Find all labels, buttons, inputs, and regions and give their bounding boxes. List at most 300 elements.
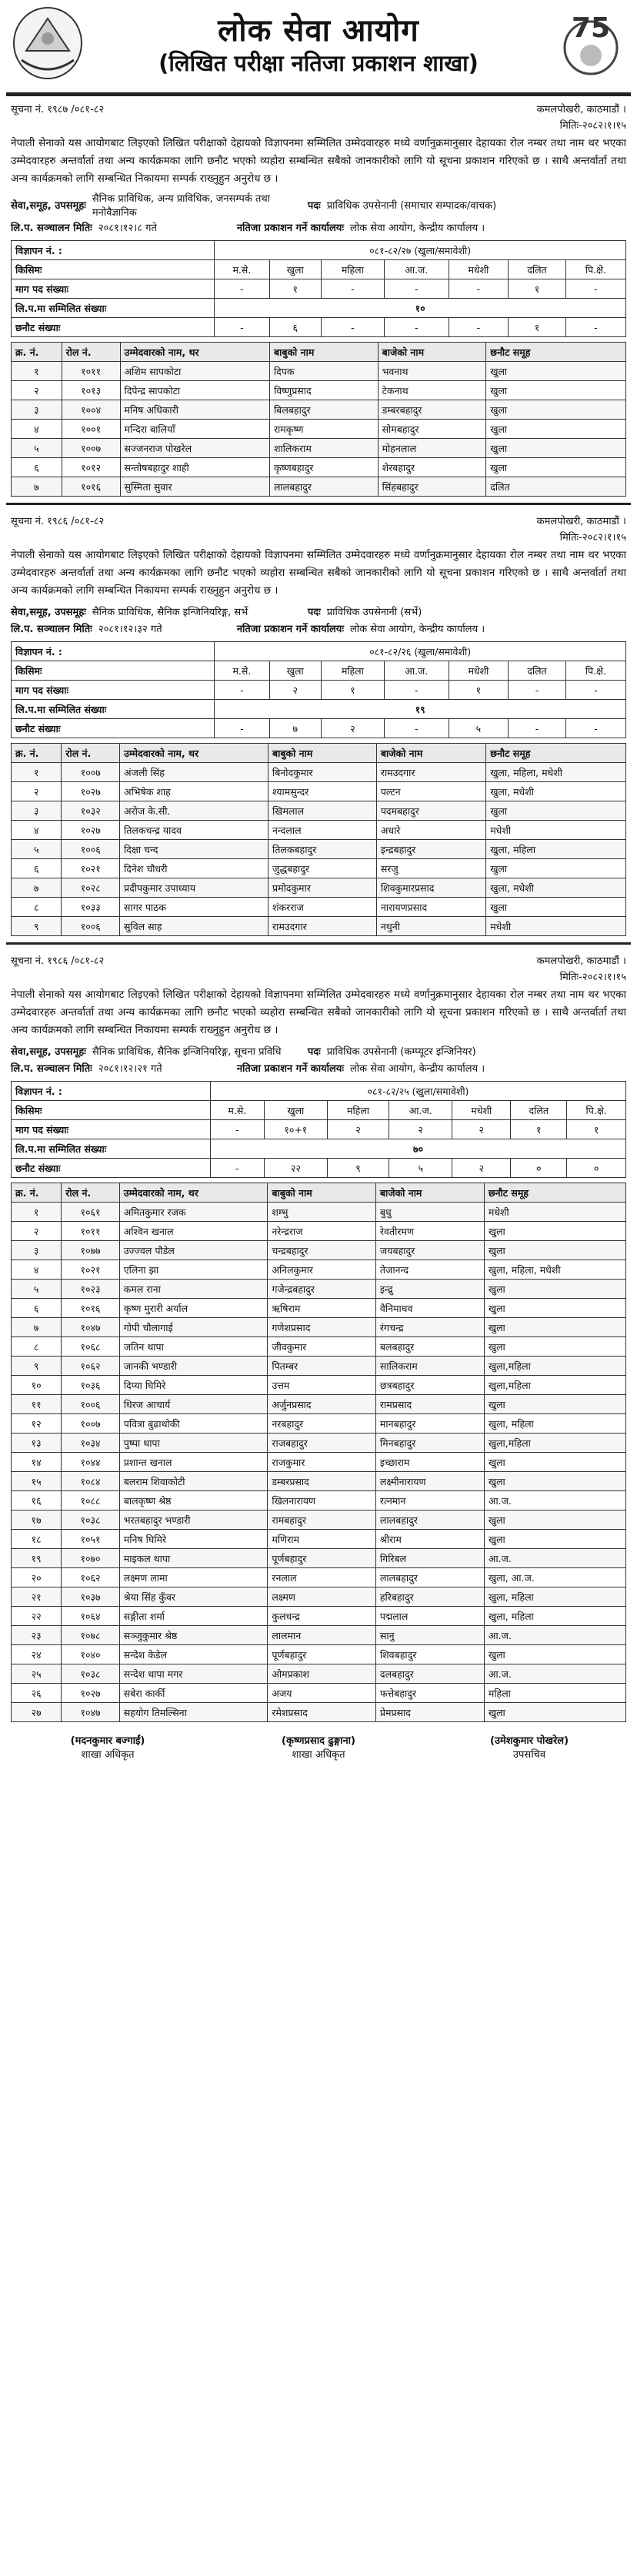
seats-cell: - <box>565 681 625 700</box>
notice-date: मितिः-२०८२।१।१५ <box>559 120 626 132</box>
vacancy-seats-row <box>12 681 626 700</box>
table-cell: कृष्ण मुरारी अर्याल <box>119 1299 268 1318</box>
table-cell: रामउदगार <box>268 917 376 936</box>
vacancy-table <box>11 1081 626 1178</box>
table-cell: १०६२ <box>62 1568 119 1587</box>
table-cell: १९ <box>12 1549 62 1568</box>
table-cell: रामबहादुर <box>268 1510 376 1530</box>
table-cell: खुला <box>484 1222 625 1241</box>
table-cell: सुविल साह <box>120 917 268 936</box>
category-cell: मधेशी <box>449 661 509 681</box>
table-cell: खुला <box>486 859 626 878</box>
table-cell: उत्तम <box>268 1376 376 1395</box>
results-column-header: छनौट समूह <box>486 744 626 763</box>
vacancy-ad-row <box>12 642 626 661</box>
vacancy-category-row <box>12 1101 626 1120</box>
table-cell: पद्मलाल <box>375 1607 484 1626</box>
table-row <box>12 1684 626 1703</box>
table-cell: खुला <box>484 1703 625 1722</box>
table-cell: रामकृष्ण <box>269 420 378 439</box>
table-cell: खुला <box>486 420 626 439</box>
selected-cell: ० <box>567 1159 626 1178</box>
table-row <box>12 1626 626 1645</box>
service-row <box>11 1042 626 1059</box>
table-cell: १०२७ <box>62 1684 119 1703</box>
table-cell: खुला <box>486 400 626 420</box>
table-cell: जतिन थापा <box>119 1337 268 1357</box>
signature-block <box>242 1733 395 1761</box>
table-cell: नथुनी <box>376 917 485 936</box>
table-cell: १०३८ <box>62 1664 119 1684</box>
table-cell: माइकल थापा <box>119 1549 268 1568</box>
signature-block <box>31 1733 185 1761</box>
table-cell: जानकी भण्डारी <box>119 1357 268 1376</box>
notice-number: सूचना नं. १९८६ /०८१-८२ <box>11 516 105 527</box>
table-cell: १६ <box>12 1491 62 1510</box>
table-cell: ५ <box>12 439 62 458</box>
table-cell: शंकरराज <box>268 898 376 917</box>
selected-cell: - <box>321 318 384 337</box>
table-cell: खुला <box>486 439 626 458</box>
table-cell: पूर्णबहादुर <box>268 1549 376 1568</box>
table-row <box>12 1299 626 1318</box>
table-cell: बलबहादुर <box>375 1337 484 1357</box>
table-cell: खुला <box>484 1395 625 1414</box>
signature-block <box>452 1733 606 1761</box>
table-cell: ३ <box>12 801 62 821</box>
selected-cell: - <box>509 719 566 738</box>
table-cell: १००६ <box>62 1395 119 1414</box>
table-cell: १०७८ <box>62 1626 119 1645</box>
seats-cell: १ <box>511 1120 567 1139</box>
category-cell: आ.ज. <box>389 1101 452 1120</box>
results-header-row <box>12 744 626 763</box>
category-cell: खुला <box>269 661 321 681</box>
table-cell: रत्नमान <box>375 1491 484 1510</box>
vacancy-selected-row <box>12 1159 626 1178</box>
table-cell: श्रेया सिंह कुँवर <box>119 1587 268 1607</box>
vacancy-category-row <box>12 661 626 681</box>
post-label: पदः <box>307 607 321 618</box>
table-row <box>12 898 626 917</box>
table-cell: विष्णुप्रसाद <box>269 381 378 400</box>
table-cell: १००७ <box>62 1414 119 1434</box>
table-cell: मन्दिरा बालियाँ <box>120 420 269 439</box>
table-cell: १०२३ <box>62 1280 119 1299</box>
table-row <box>12 439 626 458</box>
table-cell: ८ <box>12 898 62 917</box>
vacancy-appeared-row <box>12 1139 626 1159</box>
table-cell: आ.ज. <box>484 1626 625 1645</box>
table-cell: खुला <box>484 1337 625 1357</box>
table-cell: अरोज के.सी. <box>120 801 268 821</box>
table-cell: शिवबहादुर <box>375 1645 484 1664</box>
table-cell: खुला <box>486 381 626 400</box>
results-column-header: बाजेको नाम <box>378 343 486 362</box>
category-cell: म.से. <box>210 1101 264 1120</box>
table-cell: २३ <box>12 1626 62 1645</box>
table-cell: महिला <box>484 1684 625 1703</box>
selected-cell: - <box>215 719 269 738</box>
table-cell: अंजली सिंह <box>120 763 268 782</box>
notice-body: नेपाली सेनाको यस आयोगबाट लिइएको लिखित परीक्षाको देहायको विज्ञापनमा सम्मिलित उम्मेदवारहरु मध्ये वर्णानुक्रमानुसार देहायका रोल नम्बर तथा नाम थर भएका उम्मेदवारहरु अन्तर्वार्ता तथा अन्य कार्यक्रमका लागि छनौट भएको व्यहोरा सम्बन्धित सबैको जानकारीको लागि यो सूचना प्रकाशन गरिएको छ । साथै अन्तर्वार्ता तथा अन्य कार्यक्रमको लागि सम्बन्धित निकायमा सम्पर्क राख्नुहुन अनुरोध छ । <box>11 989 626 1036</box>
table-cell: २५ <box>12 1664 62 1684</box>
appeared-value: ७० <box>210 1139 625 1159</box>
exam-meta <box>0 1039 637 1076</box>
table-cell: नारायणप्रसाद <box>376 898 485 917</box>
table-cell: रमेशप्रसाद <box>268 1703 376 1722</box>
table-cell: खुला <box>484 1510 625 1530</box>
selected-cell: - <box>215 318 269 337</box>
table-cell: १०३४ <box>62 1434 119 1453</box>
selected-cell: - <box>565 719 625 738</box>
table-cell: मणिराम <box>268 1530 376 1549</box>
table-cell: १०४७ <box>62 1318 119 1337</box>
table-cell: भरतबहादुर भण्डारी <box>119 1510 268 1530</box>
table-cell: ८ <box>12 1337 62 1357</box>
post-value: प्राविधिक उपसेनानी (समाचार सम्पादक/वाचक) <box>326 200 497 212</box>
table-cell: वैनिमाधव <box>375 1299 484 1318</box>
signature-title: शाखा अधिकृत <box>81 1749 135 1761</box>
table-cell: ओमप्रकाश <box>268 1664 376 1684</box>
table-cell: ३ <box>12 400 62 420</box>
table-cell: १०६२ <box>62 1357 119 1376</box>
table-cell: खुला, महिला <box>486 840 626 859</box>
table-cell: ९ <box>12 917 62 936</box>
seats-cell: २ <box>327 1120 389 1139</box>
table-cell: प्रशान्त खनाल <box>119 1453 268 1472</box>
table-cell: रामउदगार <box>376 763 485 782</box>
table-cell: पदमबहादुर <box>376 801 485 821</box>
notice-place: कमलपोखरी, काठमाडौं । <box>536 955 626 967</box>
table-cell: मनिष घिमिरे <box>119 1530 268 1549</box>
exam-meta <box>0 600 637 637</box>
vacancy-appeared-row <box>12 700 626 719</box>
table-cell: सोमबहादुर <box>378 420 486 439</box>
results-column-header: बाजेको नाम <box>376 744 485 763</box>
org-subtitle: (लिखित परीक्षा नतिजा प्रकाशन शाखा) <box>158 50 479 76</box>
table-cell: बिनोदकुमार <box>268 763 376 782</box>
category-cell: महिला <box>321 260 384 279</box>
table-cell: ४ <box>12 1260 62 1280</box>
appeared-label: लि.प.मा सम्मिलित संख्याः <box>12 700 215 719</box>
table-cell: २ <box>12 782 62 801</box>
table-cell: मधेशी <box>486 821 626 840</box>
seats-cell: - <box>210 1120 264 1139</box>
table-cell: १०४० <box>62 1645 119 1664</box>
seats-label: माग पद संख्याः <box>12 1120 211 1139</box>
selected-label: छनौट संख्याः <box>12 1159 211 1178</box>
service-value: सैनिक प्राविधिक, सैनिक इन्जिनियरिङ्ग, सर्भे <box>92 607 248 618</box>
table-cell: खुला, महिला <box>484 1607 625 1626</box>
table-cell: १० <box>12 1376 62 1395</box>
office-value: लोक सेवा आयोग, केन्द्रीय कार्यालय । <box>349 1063 485 1075</box>
table-cell: अमितकुमार रजक <box>119 1203 268 1222</box>
appeared-label: लि.प.मा सम्मिलित संख्याः <box>12 1139 211 1159</box>
table-cell: दिपक <box>269 362 378 381</box>
table-cell: सागर पाठक <box>120 898 268 917</box>
service-label: सेवा,समूह, उपसमूहः <box>11 1046 86 1058</box>
exam-date-row <box>11 1059 626 1076</box>
table-row <box>12 1453 626 1472</box>
table-cell: खिमलाल <box>268 801 376 821</box>
table-cell: धिरज आचार्य <box>119 1395 268 1414</box>
table-cell: शम्भु <box>268 1203 376 1222</box>
selected-cell: ० <box>511 1159 567 1178</box>
table-cell: बालकृष्ण श्रेष्ठ <box>119 1491 268 1510</box>
notice-date: मितिः-२०८२।१।१५ <box>559 532 626 544</box>
table-row <box>12 840 626 859</box>
table-cell: सिंहबहादुर <box>378 477 486 497</box>
vacancy-table <box>11 641 626 738</box>
table-cell: पल्टन <box>376 782 485 801</box>
table-cell: दलित <box>486 477 626 497</box>
seats-cell: - <box>215 681 269 700</box>
results-column-header: रोल नं. <box>62 1183 119 1203</box>
category-label: किसिमः <box>12 260 215 279</box>
seats-cell: २ <box>389 1120 452 1139</box>
ad-value: ०८१-८२/२६ (खुला/समावेशी) <box>215 642 626 661</box>
table-cell: तेजानन्द <box>375 1260 484 1280</box>
table-row <box>12 1260 626 1280</box>
seats-cell: १ <box>321 681 384 700</box>
results-column-header: बाबुको नाम <box>268 1183 376 1203</box>
table-cell: जीवकुमार <box>268 1337 376 1357</box>
table-cell: जयबहादुर <box>375 1241 484 1260</box>
table-cell: १०२७ <box>62 821 120 840</box>
service-label: सेवा,समूह, उपसमूहः <box>11 607 86 618</box>
table-cell: सुस्मिता सुवार <box>120 477 269 497</box>
table-cell: खुला <box>484 1530 625 1549</box>
signature-name: (मदनकुमार बज्गाईं) <box>70 1735 145 1747</box>
table-cell: मानबहादुर <box>375 1414 484 1434</box>
table-cell: १००४ <box>62 400 120 420</box>
table-cell: दिप्या घिमिरे <box>119 1376 268 1395</box>
table-cell: १००६ <box>62 840 120 859</box>
exam-date-label: लि.प. सञ्चालन मितिः <box>11 222 92 234</box>
notice-number: सूचना नं. १९८६ /०८१-८२ <box>11 955 105 967</box>
notice-section <box>0 96 637 497</box>
table-row <box>12 420 626 439</box>
table-cell: खुला, आ.ज. <box>484 1568 625 1587</box>
table-row <box>12 1414 626 1434</box>
seats-label: माग पद संख्याः <box>12 279 215 299</box>
table-row <box>12 878 626 898</box>
table-cell: १०१३ <box>62 381 120 400</box>
table-row <box>12 917 626 936</box>
section-divider <box>6 942 631 945</box>
table-row <box>12 1510 626 1530</box>
category-cell: दलित <box>509 260 566 279</box>
table-cell: टेकनाथ <box>378 381 486 400</box>
table-cell: १०१६ <box>62 477 120 497</box>
table-cell: ६ <box>12 458 62 477</box>
table-cell: अजय <box>268 1684 376 1703</box>
table-row <box>12 821 626 840</box>
table-cell: शिवकुमारप्रसाद <box>376 878 485 898</box>
table-cell: सालिकराम <box>375 1357 484 1376</box>
seats-cell: १ <box>567 1120 626 1139</box>
category-cell: महिला <box>321 661 384 681</box>
table-cell: आ.ज. <box>484 1491 625 1510</box>
table-cell: मनिष अधिकारी <box>120 400 269 420</box>
table-cell: लालबहादुर <box>375 1510 484 1530</box>
vacancy-selected-row <box>12 719 626 738</box>
table-row <box>12 1703 626 1722</box>
vacancy-seats-row <box>12 279 626 299</box>
table-row <box>12 782 626 801</box>
table-cell: १०६१ <box>62 1203 119 1222</box>
office-value: लोक सेवा आयोग, केन्द्रीय कार्यालय । <box>349 222 485 234</box>
table-cell: बलराम शिवाकोटी <box>119 1472 268 1491</box>
table-cell: रनलाल <box>268 1568 376 1587</box>
table-cell: अश्विन खनाल <box>119 1222 268 1241</box>
table-row <box>12 1568 626 1587</box>
table-cell: अशिम सापकोटा <box>120 362 269 381</box>
results-column-header: रोल नं. <box>62 343 120 362</box>
exam-date-row <box>11 620 626 637</box>
table-cell: खुला,महिला <box>484 1434 625 1453</box>
seats-cell: १०+१ <box>264 1120 327 1139</box>
category-cell: पि.क्षे. <box>565 661 625 681</box>
table-cell: १०२१ <box>62 1260 119 1280</box>
table-cell: दलबहादुर <box>375 1664 484 1684</box>
appeared-value: १९ <box>215 700 626 719</box>
post-value: प्राविधिक उपसेनानी (सर्भे) <box>326 607 422 618</box>
notice-number: सूचना नं. १९८७ /०८१-८२ <box>11 104 105 115</box>
section-divider <box>6 503 631 505</box>
table-cell: इच्छाराम <box>375 1453 484 1472</box>
selected-cell: २ <box>321 719 384 738</box>
category-label: किसिमः <box>12 1101 211 1120</box>
notice-section <box>0 508 637 936</box>
table-row <box>12 1357 626 1376</box>
table-cell: जुद्धबहादुर <box>268 859 376 878</box>
table-cell: ९ <box>12 1357 62 1376</box>
table-cell: लालमान <box>268 1626 376 1645</box>
table-row <box>12 1376 626 1395</box>
table-row <box>12 362 626 381</box>
seats-cell: - <box>509 681 566 700</box>
table-cell: ऋषिराम <box>268 1299 376 1318</box>
table-cell: १२ <box>12 1414 62 1434</box>
table-cell: २६ <box>12 1684 62 1703</box>
category-label: किसिमः <box>12 661 215 681</box>
signature-title: शाखा अधिकृत <box>292 1749 345 1761</box>
vacancy-appeared-row <box>12 299 626 318</box>
notice-line <box>0 948 637 969</box>
table-cell: आ.ज. <box>484 1664 625 1684</box>
table-row <box>12 1645 626 1664</box>
table-cell: खिलनारायण <box>268 1491 376 1510</box>
table-cell: १०७० <box>62 1549 119 1568</box>
seats-label: माग पद संख्याः <box>12 681 215 700</box>
table-cell: चन्द्रबहादुर <box>268 1241 376 1260</box>
selected-cell: २ <box>452 1159 511 1178</box>
results-table <box>11 743 626 936</box>
table-cell: प्रमोदकुमार <box>268 878 376 898</box>
category-cell: दलित <box>511 1101 567 1120</box>
table-cell: १०११ <box>62 1222 119 1241</box>
table-cell: ६ <box>12 859 62 878</box>
table-cell: सन्देश केडेल <box>119 1645 268 1664</box>
table-cell: १००६ <box>62 917 120 936</box>
table-cell: २ <box>12 381 62 400</box>
table-row <box>12 1491 626 1510</box>
table-row <box>12 1607 626 1626</box>
category-cell: खुला <box>264 1101 327 1120</box>
category-cell: मधेशी <box>449 260 509 279</box>
table-cell: १ <box>12 763 62 782</box>
table-cell: पितम्बर <box>268 1357 376 1376</box>
results-column-header: उम्मेदवारको नाम, थर <box>120 343 269 362</box>
post-label: पदः <box>307 1046 321 1058</box>
exam-date-label: लि.प. सञ्चालन मितिः <box>11 624 92 635</box>
table-cell: अर्जुनप्रसाद <box>268 1395 376 1414</box>
table-cell: १८ <box>12 1530 62 1549</box>
results-header-row <box>12 1183 626 1203</box>
table-cell: ७ <box>12 1318 62 1337</box>
table-cell: डम्बरबहादुर <box>378 400 486 420</box>
table-cell: खुला <box>486 801 626 821</box>
table-cell: ७ <box>12 477 62 497</box>
table-cell: खुला, मधेशी <box>486 878 626 898</box>
table-cell: इन्द्रबहादुर <box>376 840 485 859</box>
table-cell: खुला <box>486 362 626 381</box>
appeared-label: लि.प.मा सम्मिलित संख्याः <box>12 299 215 318</box>
table-cell: १७ <box>12 1510 62 1530</box>
exam-date-value: २०८१।१२।३२ गते <box>98 624 162 635</box>
seats-cell: २ <box>269 681 321 700</box>
table-cell: १०७७ <box>62 1241 119 1260</box>
signature-name: (कृष्णप्रसाद ढुङ्गाना) <box>282 1735 355 1747</box>
table-row <box>12 859 626 878</box>
table-cell: एलिना झा <box>119 1260 268 1280</box>
header <box>0 0 637 92</box>
table-cell: १०३८ <box>62 1510 119 1530</box>
signature-name: (उमेशकुमार पोखरेल) <box>489 1735 569 1747</box>
ad-value: ०८१-८२/२७ (खुला/समावेशी) <box>215 241 626 260</box>
table-cell: सरजु <box>376 859 485 878</box>
category-cell: आ.ज. <box>384 260 449 279</box>
results-column-header: छनौट समूह <box>484 1183 625 1203</box>
table-cell: खुला, महिला <box>484 1414 625 1434</box>
table-cell: ३ <box>12 1241 62 1260</box>
table-cell: खुला <box>484 1241 625 1260</box>
table-cell: नरबहादुर <box>268 1414 376 1434</box>
table-row <box>12 381 626 400</box>
seats-cell: - <box>321 279 384 299</box>
table-cell: ७ <box>12 878 62 898</box>
table-cell: आ.ज. <box>484 1549 625 1568</box>
table-cell: १३ <box>12 1434 62 1453</box>
notice-line <box>0 96 637 118</box>
table-cell: १ <box>12 362 62 381</box>
selected-cell: - <box>565 318 625 337</box>
seats-cell: - <box>449 279 509 299</box>
results-column-header: बाबुको नाम <box>268 744 376 763</box>
notice-section <box>0 948 637 1722</box>
table-cell: उज्ज्वल पौडेल <box>119 1241 268 1260</box>
table-cell: गिरिबल <box>375 1549 484 1568</box>
table-row <box>12 1549 626 1568</box>
table-cell: २७ <box>12 1703 62 1722</box>
post-label: पदः <box>307 200 321 212</box>
table-cell: राजबहादुर <box>268 1434 376 1453</box>
table-cell: प्रदीपकुमार उपाध्याय <box>120 878 268 898</box>
table-cell: १ <box>12 1203 62 1222</box>
selected-cell: - <box>384 719 449 738</box>
